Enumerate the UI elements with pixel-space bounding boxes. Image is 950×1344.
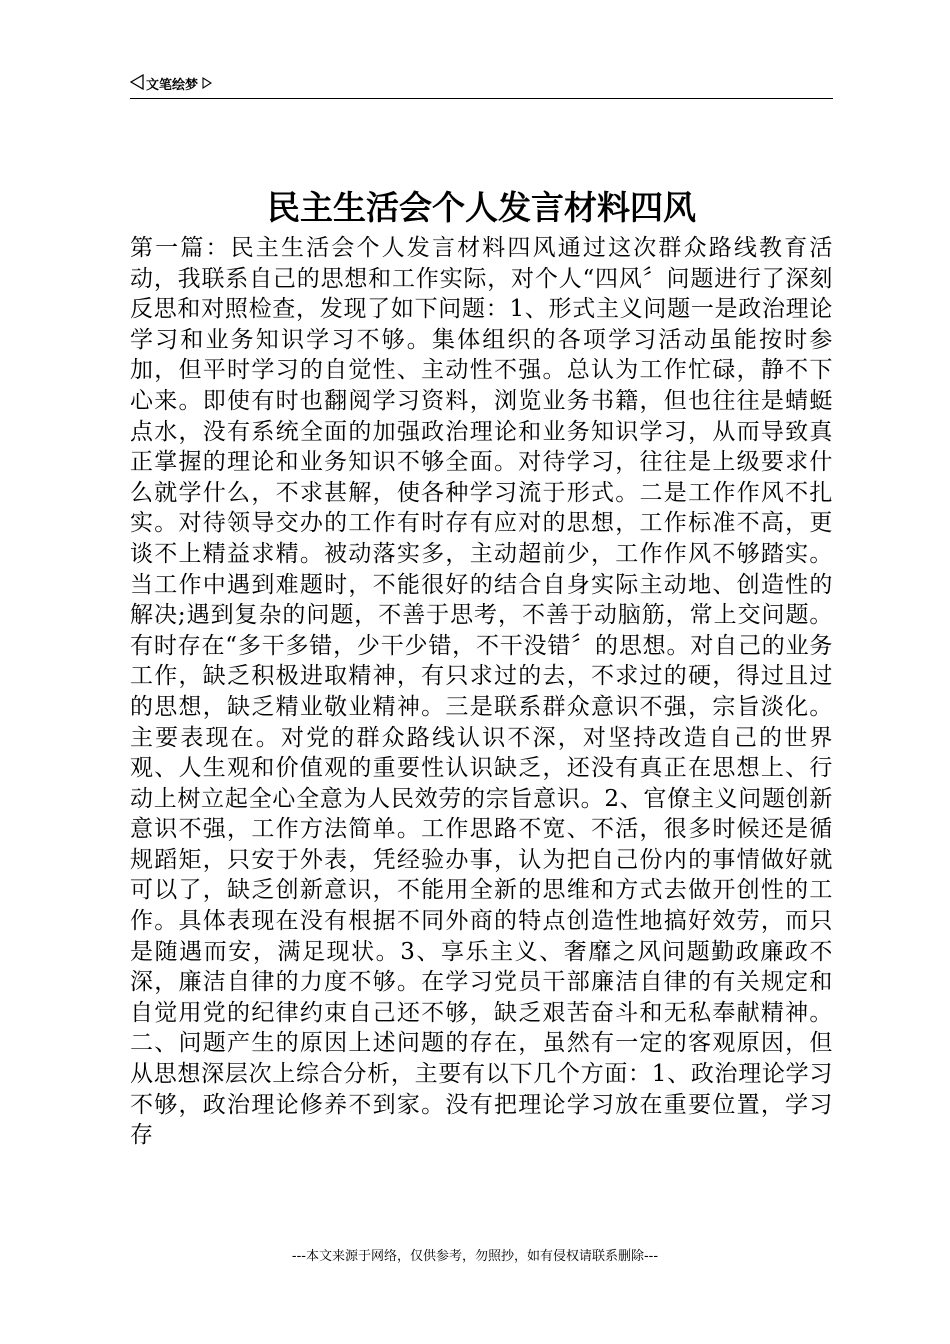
document-body: 第一篇：民主生活会个人发言材料四风通过这次群众路线教育活动，我联系自己的思想和工作实际，对个人“四风〞问题进行了深刻反思和对照检查，发现了如下问题：1、形式主义问题一是政治理论学习和业务知识学习不够。集体组织的各项学习活动虽能按时参加，但平时学习的自觉性、主动性不强。总认为工作忙碌，静不下心来。即使有时也翻阅学习资料，浏览业务书籍，但也往往是蜻蜓点水，没有系统全面的加强政治理论和业务知识学习，从而导致真正掌握的理论和业务知识不够全面。对待学习，往往是上级要求什么就学什么，不求甚解，使各种学习流于形式。二是工作作风不扎实。对待领导交办的工作有时存有应对的思想，工作标准不高，更谈不上精益求精。被动落实多，主动超前少，工作作风不够踏实。当工作中遇到难题时，不能很好的结合自身实际主动地、创造性的解决;遇到复杂的问题，不善于思考，不善于动脑筋，常上交问题。有时存在“多干多错，少干少错，不干没错〞的思想。对自己的业务工作，缺乏积极进取精神，有只求过的去，不求过的硬，得过且过的思想，缺乏精业敬业精神。三是联系群众意识不强，宗旨淡化。主要表现在。对党的群众路线认识不深，对坚持改造自己的世界观、人生观和价值观的重要性认识缺乏，还没有真正在思想上、行动上树立起全心全意为人民效劳的宗旨意识。2、官僚主义问题创新意识不强，工作方法简单。工作思路不宽、不活，很多时候还是循规蹈矩，只安于外表，凭经验办事，认为把自己份内的事情做好就可以了，缺乏创新意识，不能用全新的思维和方式去做开创性的工作。具体表现在没有根据不同外商的特点创造性地搞好效劳，而只是随遇而安，满足现状。3、享乐主义、奢靡之风问题勤政廉政不深，廉洁自律的力度不够。在学习党员干部廉洁自律的有关规定和自觉用党的纪律约束自己还不够，缺乏艰苦奋斗和无私奉献精神。二、问题产生的原因上述问题的存在，虽然有一定的客观原因，但从思想深层次上综合分析，主要有以下几个方面：1、政治理论学习不够，政治理论修养不到家。没有把理论学习放在重要位置，学习存 (130, 235, 833, 1149)
triangle-right-icon (202, 75, 212, 97)
triangle-left-icon (130, 74, 144, 98)
footer-note: ---本文来源于网络，仅供参考，勿照抄，如有侵权请联系删除--- (291, 1249, 659, 1264)
document-title: 民主生活会个人发言材料四风 (267, 188, 696, 227)
header-brand: 文笔绘梦 (146, 78, 199, 93)
page-header (130, 74, 833, 99)
